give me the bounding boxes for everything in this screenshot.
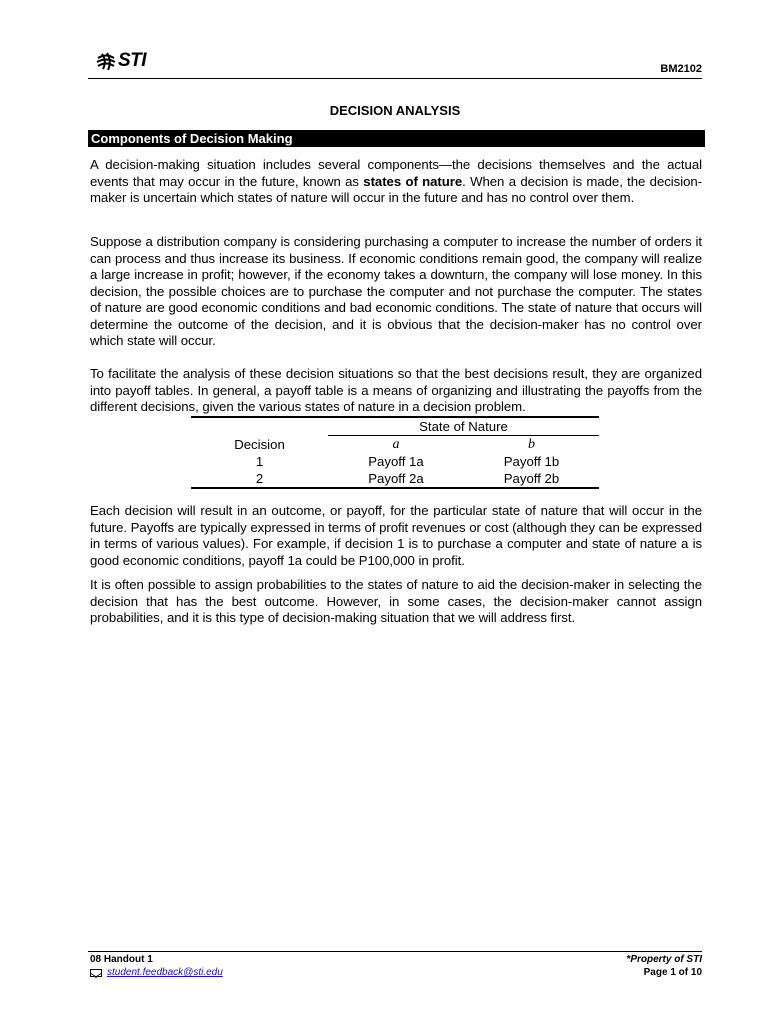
table-row (191, 470, 599, 488)
header-divider (88, 78, 702, 79)
payoff-cell: Payoff 1b (503, 454, 560, 469)
footer-divider (88, 951, 702, 952)
table-subheader-row (191, 436, 599, 454)
decision-cell: 1 (255, 454, 264, 469)
document-code: BM2102 (660, 63, 702, 75)
state-of-nature-header: State of Nature (328, 417, 599, 436)
term-states-of-nature: states of nature (363, 173, 463, 189)
section-heading: Components of Decision Making (88, 130, 705, 147)
table-row (191, 453, 599, 470)
email-row (90, 966, 223, 979)
payoff-table (191, 416, 599, 489)
table-header-row (191, 417, 599, 436)
handout-label: 08 Handout 1 (90, 954, 153, 965)
sti-logo (95, 50, 146, 72)
footer-right (626, 953, 702, 979)
paragraph-payoffs: Each decision will result in an outcome, or payoff, for the particular state of nature that will occur in the future. Payoffs are typically expressed in terms of profit revenues or cost (although they can be expressed in terms of various values). For example, if decision 1 is to purchase a computer and state of nature a is good economic conditions, payoff 1a could be P100,000 in profit. (90, 503, 702, 568)
state-a-header: a (392, 436, 400, 452)
state-b-header: b (528, 436, 535, 452)
paragraph-probabilities: It is often possible to assign probabilities to the states of nature to aid the decision-maker in selecting the decision that has the best outcome. However, in some cases, the decision-maker cannot assign probabilities, and it is this type of decision-making situation that we will address first. (90, 577, 702, 625)
page-title: DECISION ANALYSIS (329, 103, 461, 118)
paragraph-example: Suppose a distribution company is considering purchasing a computer to increase the number of orders it can process and thus increase its business. If economic conditions remain good, the company will realize a large increase in profit; however, if the economy takes a downturn, the company will lose money. In this decision, the possible choices are to purchase the computer and not purchase the computer. The states of nature are good economic conditions and bad economic conditions. The state of nature that occurs will determine the outcome of the decision, and it is obvious that the decision-maker has no control over which state will occur. (90, 234, 702, 348)
paragraph-payoff-tables: To facilitate the analysis of these decision situations so that the best decisions result, they are organized into payoff tables. In general, a payoff table is a means of organizing and illustrating the payoffs from the different decisions, given the various states of nature in a decision problem. (90, 366, 702, 414)
logo-text: STI (118, 50, 147, 71)
payoff-cell: Payoff 2b (464, 470, 599, 488)
payoff-cell: Payoff 1a (368, 454, 424, 469)
page-number: Page 1 of 10 (643, 967, 702, 978)
payoff-cell: Payoff 2a (328, 470, 464, 488)
decision-header: Decision (234, 436, 285, 452)
property-notice: *Property of STI (626, 954, 702, 965)
footer-left (90, 953, 223, 979)
decision-cell: 2 (191, 470, 328, 488)
mail-icon (90, 969, 102, 977)
sti-globe-icon (95, 50, 117, 72)
feedback-email-link[interactable]: student.feedback@sti.edu (107, 967, 223, 978)
paragraph-states-of-nature: A decision-making situation includes several components—the decisions themselves and the actual events that may occur in the future, known as states of nature. When a decision is made, the decision-maker is uncertain which states of nature will occur in the future and has no control over them. (90, 157, 703, 205)
